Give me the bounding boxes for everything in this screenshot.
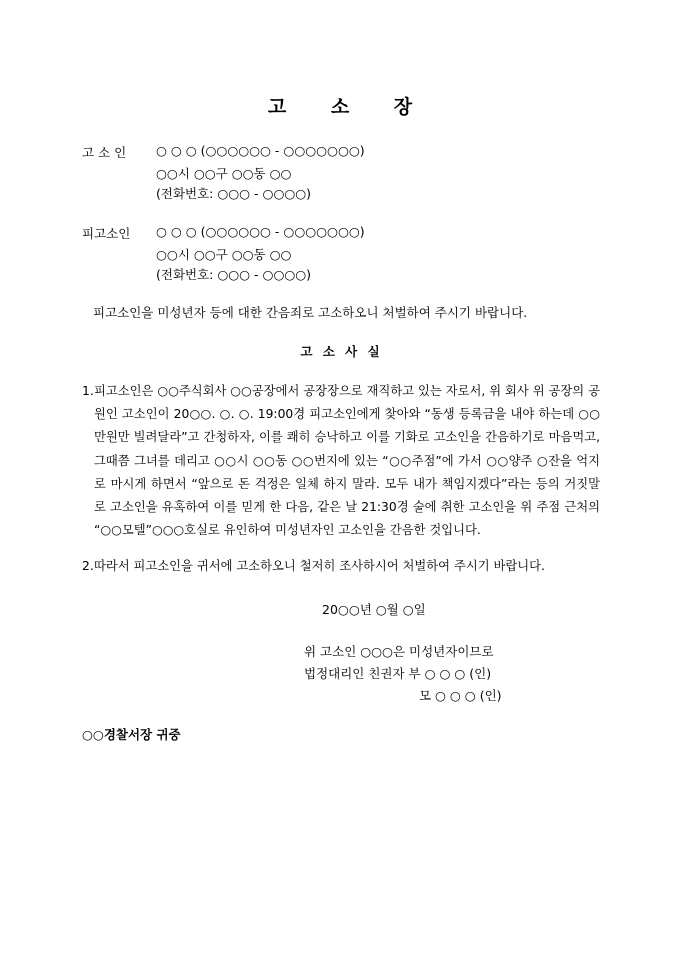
- complainant-address: ○○시 ○○구 ○○동 ○○: [156, 166, 292, 181]
- document-title: 고 소 장: [267, 96, 413, 118]
- fact-text: 피고소인은 ○○주식회사 ○○공장에서 공장장으로 재직하고 있는 자로서, 위 회사 위 공장의 공원인 고소인이 20○○. ○. ○. 19:00경 피고소인에게 찾아와 “동생 등록금을 내야 하는데 ○○만원만 빌려달라”고 간청하자, 이를 쾌히 승낙하고 이를 기화로 고소인을 간음하기로 마음먹고, 그때쯤 그녀를 데리고 ○○시 ○○동 ○○번지에 있는 “○○주점”에 가서 ○○양주 ○잔을 억지로 마시게 하면서 “앞으로 돈 걱정은 일체 하지 말라. 모두 내가 책임지겠다”라는 등의 거짓말로 고소인을 유혹하여 이를 믿게 한 다음, 같은 날 21:30경 술에 취한 고소인을 위 주점 근처의 “○○모텔”○○○호실로 유인하여 미성년자인 고소인을 간음한 것입니다.: [94, 384, 600, 538]
- fact-paragraph-1: [82, 380, 600, 542]
- defendant-address: ○○시 ○○구 ○○동 ○○: [156, 247, 292, 262]
- signature-line-2: 법정대리인 친권자 부 ○ ○ ○ (인): [304, 666, 492, 681]
- defendant-phone: (전화번호: ○○○ - ○○○○): [156, 267, 312, 282]
- signature-line-3: 모 ○ ○ ○ (인): [419, 688, 502, 703]
- fact-number: 2.: [82, 559, 94, 574]
- complainant-phone: (전화번호: ○○○ - ○○○○): [156, 186, 312, 201]
- facts-heading: 고 소 사 실: [300, 344, 380, 359]
- complainant-name-line: ○ ○ ○ (○○○○○○ - ○○○○○○○): [156, 143, 365, 158]
- signature-line-1: 위 고소인 ○○○은 미성년자이므로: [304, 644, 494, 659]
- complainant-label: 고 소 인: [82, 145, 127, 160]
- fact-number: 1.: [82, 384, 94, 398]
- fact-paragraph-2: [82, 555, 600, 578]
- document-date: 20○○년 ○월 ○일: [322, 602, 426, 617]
- addressee: ○○경찰서장 귀중: [82, 727, 181, 742]
- fact-text: 따라서 피고소인을 귀서에 고소하오니 철저히 조사하시어 처벌하여 주시기 바랍니다.: [94, 559, 545, 574]
- defendant-label: 피고소인: [82, 226, 131, 241]
- intro-statement: 피고소인을 미성년자 등에 대한 간음죄로 고소하오니 처벌하여 주시기 바랍니다.: [93, 305, 528, 320]
- facts-body: [82, 380, 600, 579]
- defendant-name-line: ○ ○ ○ (○○○○○○ - ○○○○○○○): [156, 224, 365, 239]
